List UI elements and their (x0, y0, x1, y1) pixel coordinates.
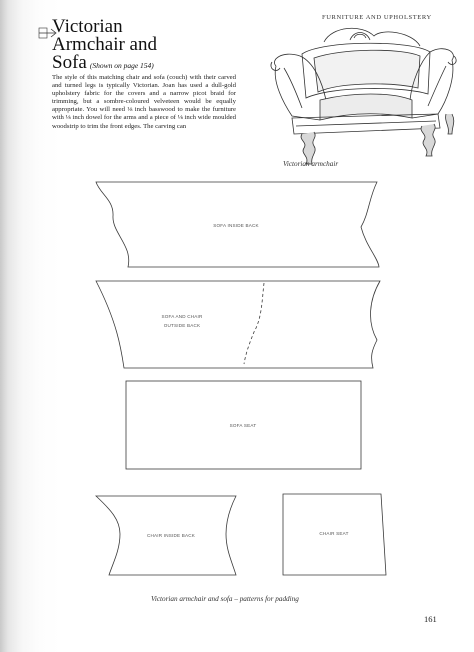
outside-back-pattern (96, 281, 380, 368)
patterns-caption: Victorian armchair and sofa – patterns for padding (151, 595, 299, 603)
page-number: 161 (424, 614, 437, 624)
chair-inside-back-label: CHAIR INSIDE BACK (146, 533, 196, 538)
sofa-inside-back-label: SOFA INSIDE BACK (213, 223, 259, 228)
title-line-1: Victorian (52, 16, 123, 37)
page-reference: (Shown on page 154) (89, 61, 154, 70)
outside-back-label-line-1: SOFA AND CHAIR (161, 314, 203, 319)
chair-caption: Victorian armchair (283, 160, 339, 168)
body-paragraph: The style of this matching chair and sofa (couch) with their carved and turned legs is typically Victorian. Joan has used a dull-gold upholstery fabric for the covers and a narrow picot braid for trimming, but a sombre-coloured velveteen would be equally appropriate. You will need ⅛ inch basswood to make the furniture with ⅛ inch dowel for the arms and a piece of ⅛ inch wide moulded woodstrip to trim the front edges. The carving can (52, 74, 236, 130)
title-line-3-text: Sofa (52, 52, 87, 73)
section-header: FURNITURE AND UPHOLSTERY (322, 14, 432, 21)
outside-back-label-line-2: OUTSIDE BACK (163, 323, 201, 328)
title-line-2: Armchair and (52, 34, 157, 55)
sofa-seat-label: SOFA SEAT (229, 423, 257, 428)
chair-seat-label: CHAIR SEAT (319, 531, 349, 536)
